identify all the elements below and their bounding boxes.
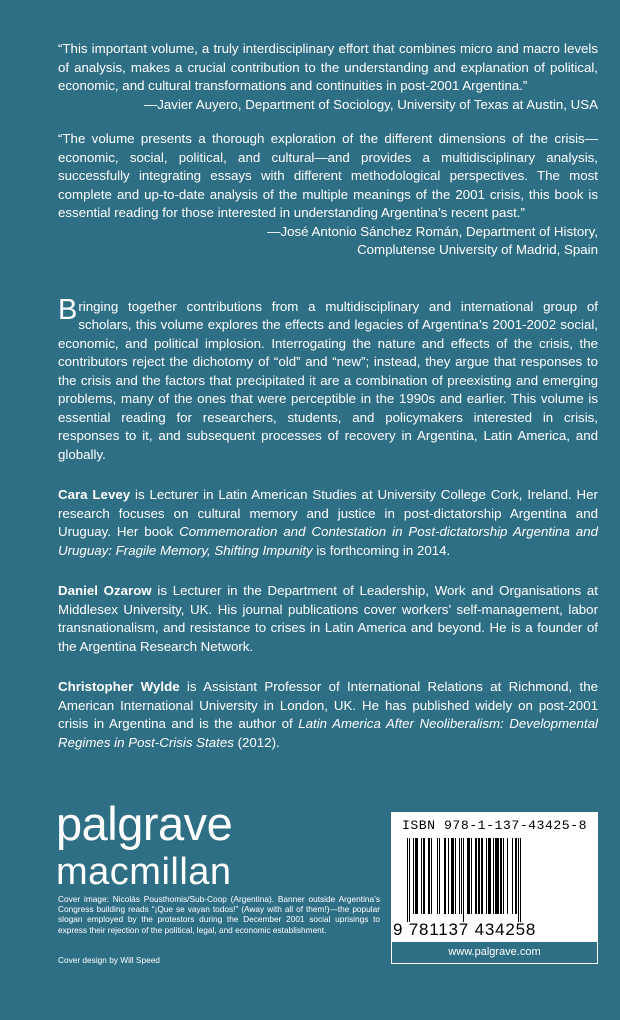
publisher-logo-line1: palgrave: [56, 797, 233, 850]
author-name: Cara Levey: [58, 487, 131, 502]
bio-text: (2012).: [233, 734, 280, 750]
bio-text: is Assistant Professor of International Relations at Richmond, the American International University in London, UK. He has published widely on post-2001 crisis in Argentina and is the author of: [58, 679, 598, 731]
endorsement-attribution-2b: Complutense University of Madrid, Spain: [357, 242, 598, 257]
bio-text: is Lecturer in Latin American Studies at University College Cork, Ireland. Her research focuses on cultural memory and justice in post-dictatorship Argentina and Uruguay. Her book: [58, 487, 598, 539]
drop-cap: B: [58, 293, 78, 326]
book-description: [58, 293, 598, 465]
cover-design-credit: Cover design by Will Speed: [58, 955, 160, 965]
publisher-logo-line2: macmillan: [56, 851, 232, 893]
author-bio-ozarow: [58, 582, 598, 656]
isbn-label: ISBN 978-1-137-43425-8: [401, 818, 588, 833]
description-text: ringing together contributions from a multidisciplinary and international group of scholars, this volume explores the effects and legacies of Argentina’s 2001-2002 social, economic, and political implosion. Interrogating the nature and effects of the crisis, the contributors reject the dichotomy of “old” and “new”; instead, they argue that responses to the crisis and the factors that precipitated it are a combination of preexisting and emerging problems, many of the ones that were perceptible in the 1990s and earlier. This volume is essential reading for researchers, students, and policymakers interested in crisis, responses to it, and subsequent processes of recovery in Argentina, Latin America, and globally.: [58, 298, 598, 462]
endorsement-quote-1: “This important volume, a truly interdisciplinary effort that combines micro and macro levels of analysis, makes a crucial contribution to the understanding and explanation of political, economic, and cultural transformations and continuities in post-2001 Argentina.”: [58, 41, 598, 93]
publisher-logo: [56, 797, 233, 893]
author-bio-wylde: [58, 678, 598, 752]
back-cover-content: [58, 40, 598, 752]
bio-text: is forthcoming in 2014.: [312, 542, 451, 558]
cover-image-credit: Cover image: Nicolás Pousthomis/Sub-Coop (Argentina). Banner outside Argentina’s Congress building reads “¡Que se vayan todos!” (Away with all of them!)—the popular slogan employed by the protestors during the December 2001 social uprisings to express their rejection of the political, legal, and economic establishment.: [58, 894, 380, 935]
barcode-panel: [391, 812, 598, 964]
barcode-icon: [407, 838, 581, 920]
book-title: Commemoration and Contestation in Post-dictatorship Argentina and Uruguay: Fragile Memory, Shifting Impunity: [58, 524, 598, 558]
barcode-digits: 9 781137 434258: [393, 920, 537, 939]
endorsement-attribution-1: —Javier Auyero, Department of Sociology, University of Texas at Austin, USA: [143, 96, 598, 112]
author-bio-levey: [58, 486, 598, 560]
author-name: Christopher Wylde: [58, 679, 180, 694]
book-title: Latin America After Neoliberalism: Developmental Regimes in Post-Crisis States: [58, 716, 598, 750]
bio-text: is Lecturer in the Department of Leadership, Work and Organisations at Middlesex University, UK. His journal publications cover workers’ self-management, labor transnationalism, and resistance to crises in Latin America and beyond. He is a founder of the Argentina Research Network.: [58, 583, 598, 654]
author-name: Daniel Ozarow: [58, 583, 152, 598]
publisher-url: www.palgrave.com: [391, 942, 598, 964]
endorsement-quote-2: “The volume presents a thorough exploration of the different dimensions of the crisis—economic, social, political, and cultural—and provides a multidisciplinary analysis, successfully integrating essays with different methodological perspectives. The most complete and up-to-date analysis of the multiple meanings of the 2001 crisis, this book is essential reading for those interested in understanding Argentina’s recent past.”: [58, 131, 598, 220]
endorsement-attribution-2a: —José Antonio Sánchez Román, Department of History,: [267, 223, 598, 239]
barcode-bar: [520, 838, 521, 922]
